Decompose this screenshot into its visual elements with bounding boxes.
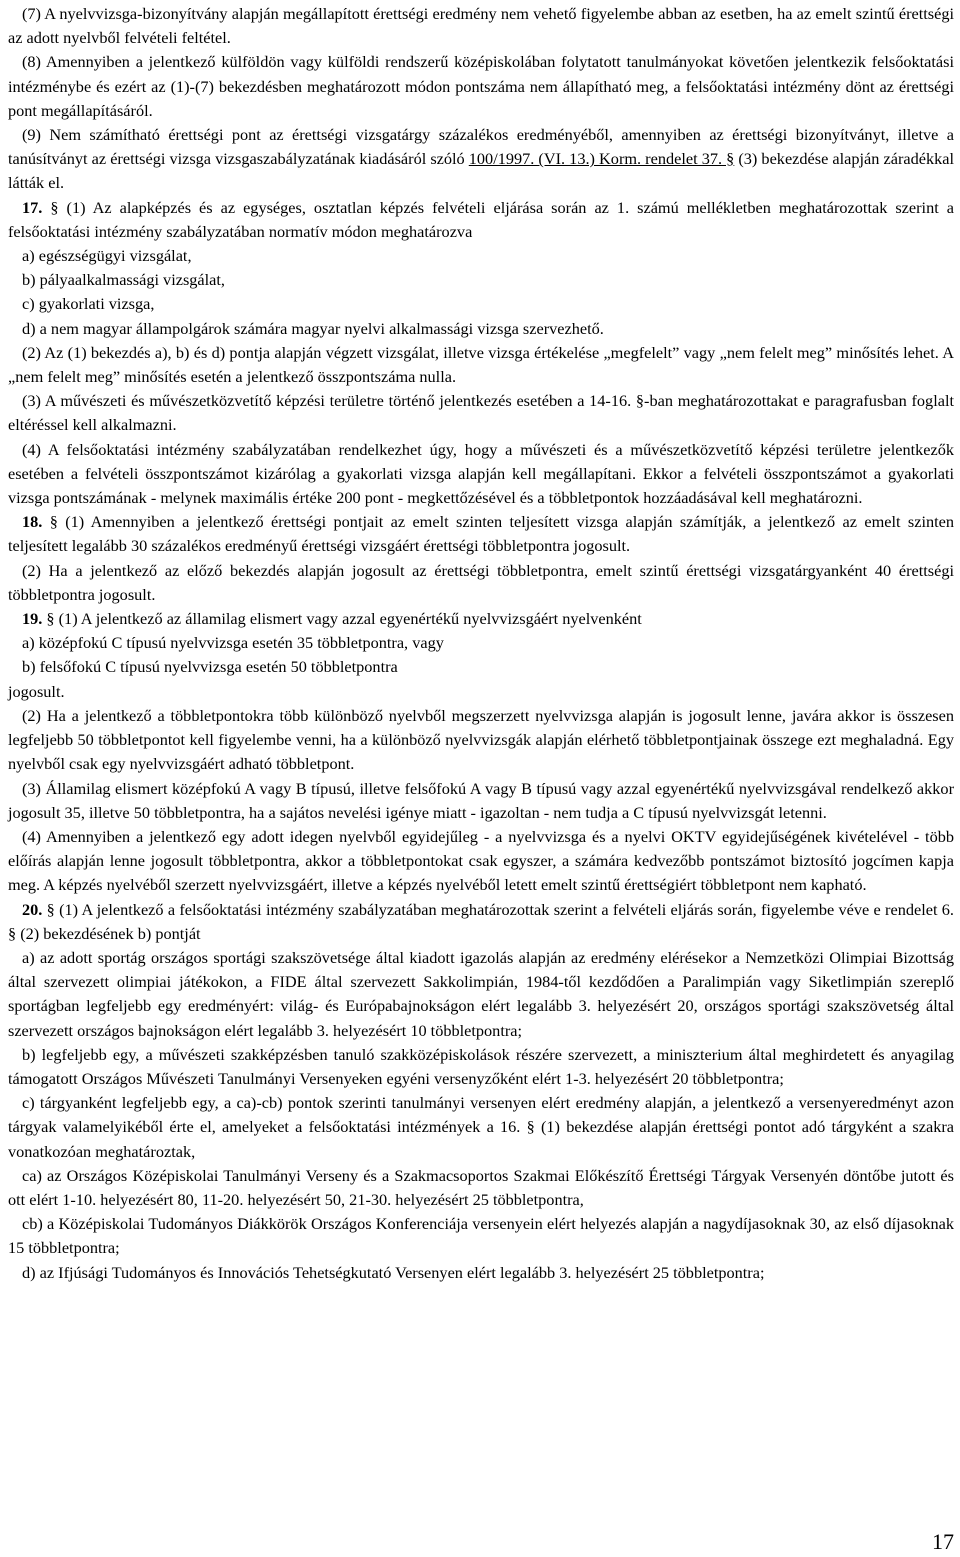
section-20-number: 20.: [22, 899, 43, 919]
section-19-4: (4) Amennyiben a jelentkező egy adott idegen nyelvből egyidejűleg - a nyelvvizsga és a nyelvi OKTV egyidejűségének kivételével - több előírás alapján lenne jogosult többletpontra, akkor a többletpontokat csak egyszer, a számára kedvezőbb pontszámot biztosító jogcímen kapja meg. A képzés nyelvéből szerzett nyelvvizsgáért, illetve a képzés nyelvéből letett emelt szintű érettségiért többletpont nem kapható.: [8, 826, 954, 895]
section-17-item-a: a) egészségügyi vizsgálat,: [22, 246, 192, 266]
section-18-2: (2) Ha a jelentkező az előző bekezdés alapján jogosult az érettségi többletpontra, emelt szintű érettségi vizsgatárgyanként 40 érettségi többletpontra jogosult.: [8, 560, 954, 604]
section-19-3: (3) Államilag elismert középfokú A vagy B típusú, illetve felsőfokú A vagy B típusú vagy azzal egyenértékű nyelvvizsgával rendelkező akkor jogosult 35, illetve 50 többletpontra, ha a sajátos nevelési igénye miatt - igazoltan - nem tudja a C típusú nyelvvizsgát letenni.: [8, 778, 954, 822]
section-18-1: [8, 510, 954, 558]
section-19-number: 19.: [22, 609, 43, 629]
section-19-2: (2) Ha a jelentkező a többletpontokra több különböző nyelvből megszerzett nyelvvizsga alapján is jogosult lenne, javára akkor is összesen legfeljebb 50 többletpontot kell figyelembe venni, ha a különböző nyelvvizsgák alapján elérhető többletpontjainak összege ezt meghaladná. Egy nyelvből csak egy nyelvvizsgáért adható többletpont.: [8, 705, 954, 774]
paragraph-9: [8, 123, 954, 196]
section-19-item-a: a) középfokú C típusú nyelvvizsga esetén 35 többletpontra, vagy: [22, 633, 444, 653]
section-20-item-ca: ca) az Országos Középiskolai Tanulmányi Verseny és a Szakmacsoportos Szakmai Előkészítő Érettségi Tárgyak Versenyén döntőbe jutott és ott elért 1-10. helyezésért 80, 11-20. helyezésért 50, 21-30. helyezésért 25 többletpontra,: [8, 1165, 954, 1209]
section-20-1: [8, 898, 954, 946]
section-19-item-b: b) felsőfokú C típusú nyelvvizsga esetén 50 többletpontra: [22, 657, 398, 677]
section-19-jogosult: jogosult.: [8, 681, 65, 701]
section-18-number: 18.: [22, 512, 43, 532]
section-17-3: (3) A művészeti és művészetközvetítő képzési területre történő jelentkezés esetében a 14-16. §-ban meghatározottakat e paragrafusban foglalt eltéréssel kell alkalmazni.: [8, 391, 954, 435]
section-17-number: 17.: [22, 197, 43, 217]
section-17-1-text: § (1) Az alapképzés és az egységes, osztatlan képzés felvételi eljárása során az 1. számú mellékletben meghatározottak szerint a felsőoktatási intézmény szabályzatában normatív módon meghatározva: [8, 197, 954, 241]
paragraph-8: (8) Amennyiben a jelentkező külföldön vagy külföldi rendszerű középiskolában folytatott tanulmányokat követően jelentkezik felsőoktatási intézménybe és ezért az (1)-(7) bekezdésben meghatározott módon pontszáma nem állapítható meg, a felsőoktatási intézmény dönt az érettségi pont megállapításáról.: [8, 52, 954, 120]
section-17-item-b: b) pályaalkalmassági vizsgálat,: [22, 270, 225, 290]
page-number: 17: [932, 1529, 954, 1554]
paragraph-9-tail: (3) bekezdése alapján záradékkal látták el.: [8, 149, 954, 193]
section-17-item-d: d) a nem magyar állampolgárok számára magyar nyelvi alkalmassági vizsga szervezhető.: [22, 318, 604, 338]
section-17-2: (2) Az (1) bekezdés a), b) és d) pontja alapján végzett vizsgálat, illetve vizsga értékelése „megfelelt” vagy „nem felelt meg” minősítés lehet. A „nem felelt meg” minősítés esetén a jelentkező összpontszáma nulla.: [8, 342, 954, 387]
paragraph-9-text: (9) Nem számítható érettségi pont az érettségi vizsgatárgy százalékos eredményéből, amennyiben az érettségi bizonyítványt, illetve a tanúsítványt az érettségi vizsga vizsgaszabályzatának kiadásáról szóló: [8, 125, 954, 169]
paragraph-7: (7) A nyelvvizsga-bizonyítvány alapján megállapított érettségi eredmény nem vehető figyelembe abban az esetben, ha az emelt szintű érettségi az adott nyelvből felvételi feltétel.: [8, 4, 954, 48]
document-body: [8, 2, 954, 1285]
section-19-1: [8, 607, 954, 631]
section-20-item-d: d) az Ifjúsági Tudományos és Innovációs Tehetségkutató Versenyen elért legalább 3. helyezésért 25 többletpontra;: [22, 1262, 765, 1282]
section-20-item-cb: cb) a Középiskolai Tudományos Diákkörök Országos Konferenciája versenyein elért helyezés alapján a nagydíjasoknak 30, az első díjasoknak 15 többletpontra;: [8, 1214, 954, 1258]
section-19-1-text: § (1) A jelentkező az államilag elismert vagy azzal egyenértékű nyelvvizsgáért nyelvenként: [42, 609, 642, 629]
section-17-item-c: c) gyakorlati vizsga,: [22, 294, 155, 314]
section-18-1-text: § (1) Amennyiben a jelentkező érettségi pontjait az emelt szinten teljesített vizsga alapján számítják, a jelentkező az emelt szinten teljesített legalább 30 százalékos eredményű érettségi vizsgáért érettségi többletpontra jogosult.: [8, 512, 954, 556]
section-20-item-a: a) az adott sportág országos sportági szakszövetsége által kiadott igazolás alapján az eredmény elérésekor a Nemzetközi Olimpiai Bizottság által szervezett olimpiai játékokon, a FIDE által szervezett Sakkolimpián, 1984-től kezdődően a Paralimpián vagy Siketlimpián szereplő sportágban legfeljebb egy eredményért: világ- és Európabajnokságon elért legalább 3. helyezésért 20, országos sportági szakszövetség által szervezett országos bajnokságon elért legalább 3. helyezésért 10 többletpontra;: [8, 947, 954, 1040]
section-20-item-b: b) legfeljebb egy, a művészeti szakképzésben tanuló szakközépiskolások részére szervezett, a miniszterium által meghirdetett és anyagilag támogatott Országos Művészeti Tanulmányi Versenyeken egyéni versenyzőként elért 1-3. helyezésért 20 többletpontra;: [8, 1044, 954, 1088]
section-20-item-c: c) tárgyanként legfeljebb egy, a ca)-cb) pontok szerinti tanulmányi versenyen elért eredmény alapján, a jelentkező a versenyeredményt azon tárgyak valamelyikéből érte el, amelyeket a felsőoktatási intézmények a 16. § (1) bekezdése alapján érettségi pontot adó tárgyként a szakra vonatkozóan meghatároztak,: [8, 1093, 954, 1161]
section-17-4: (4) A felsőoktatási intézmény szabályzatában rendelkezhet úgy, hogy a művészeti és a művészetközvetítő képzési területre jelentkezők esetében a felvételi összpontszámot kizárólag a gyakorlati vizsga alapján kell megállapítani. Ekkor a felvételi összpontszámot a gyakorlati vizsga pontszámának - melynek maximális értéke 200 pont - megkettőzésével és a többletpontok hozzáadásával kell meghatározni.: [8, 439, 954, 508]
section-17-1: [8, 196, 954, 244]
section-20-1-text: § (1) A jelentkező a felsőoktatási intézmény szabályzatában meghatározottak szerint a felvételi eljárás során, figyelembe véve e rendelet 6. § (2) bekezdésének b) pontját: [8, 899, 954, 943]
regulation-link[interactable]: 100/1997. (VI. 13.) Korm. rendelet 37. §: [468, 149, 735, 169]
